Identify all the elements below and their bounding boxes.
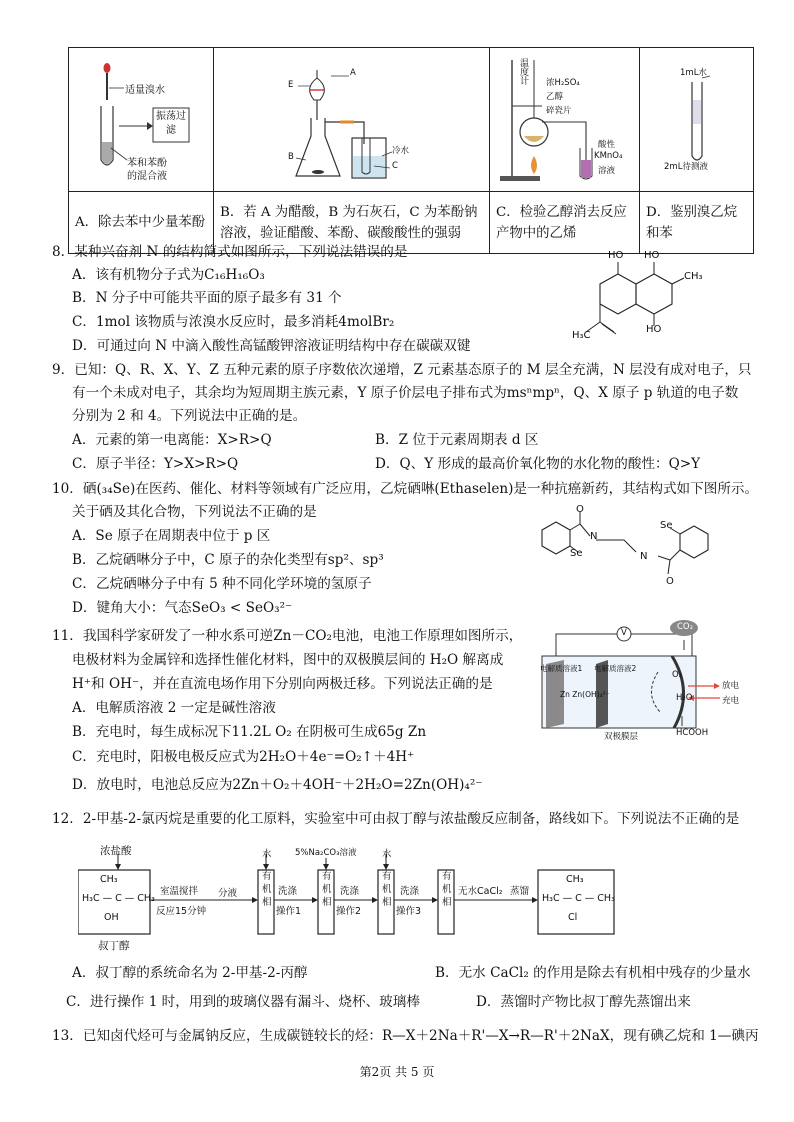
q7-option-d: D．鉴别溴乙烷和苯 [640, 192, 754, 254]
flow-na2co3: 5%Na₂CO₃溶液 [295, 848, 357, 858]
flow-product-cl: Cl [568, 912, 578, 923]
label-B: B [288, 152, 294, 162]
q8-label-oh1: HO [608, 250, 624, 261]
q11-o2-label: O₂ [672, 670, 683, 680]
page-footer: 第2页 共 5 页 [359, 1065, 435, 1079]
q7-figure-b [214, 48, 490, 192]
q9-line-1: 9．已知：Q、R、X、Y、Z 五种元素的原子序数依次递增，Z 元素基态原子的 M 层全充满，N 层没有成对电子，只 [52, 362, 752, 378]
q11-line-2: 电极材料为金属锌和选择性催化材料，图中的双极膜层间的 H₂O 解离成 [72, 652, 504, 668]
chips-label: 碎瓷片 [546, 106, 572, 116]
q11-battery-figure [534, 616, 744, 746]
water-label: 1mL水 [680, 68, 707, 78]
flow-organic-1: 有机相 [262, 871, 272, 908]
q10-label-n1: N [590, 531, 598, 542]
flow-tbuoh-name: 叔丁醇 [98, 940, 130, 952]
q11-hcooh-label: HCOOH [676, 728, 709, 738]
q11-option-a: A．电解质溶液 2 一定是碱性溶液 [72, 700, 276, 716]
q9-option-b: B．Z 位于元素周期表 d 区 [375, 432, 539, 448]
q11-electrolyte-1: 电解质溶液1 [540, 664, 583, 673]
q11-h2o-label: H₂O [676, 693, 693, 703]
flow-op-1: 操作1 [276, 906, 302, 917]
label-C: C [392, 161, 398, 171]
q12-stem: 12．2-甲基-2-氯丙烷是重要的化工原料，实验室中可由叔丁醇与浓盐酸反应制备，路线如下。下列说法不正确的是 [52, 811, 740, 827]
flow-product-ch3: CH₃ [566, 874, 584, 885]
operation-label: 振荡过滤 [156, 111, 186, 136]
q10-option-d: D．键角大小：气态SeO₃ < SeO₃²⁻ [72, 600, 293, 616]
q7-table [68, 47, 754, 254]
q10-line-2: 关于硒及其化合物，下列说法不正确的是 [72, 504, 317, 520]
q12-option-b: B．无水 CaCl₂ 的作用是除去有机相中残存的少量水 [435, 965, 751, 981]
q10-option-c: C．乙烷硒啉分子中有 5 种不同化学环境的氢原子 [72, 576, 372, 592]
q10-ethaselen-structure [520, 500, 720, 592]
flow-hcl-label: 浓盐酸 [100, 845, 132, 857]
q8-label-oh2: HO [644, 250, 660, 261]
q12-option-c: C．进行操作 1 时，用到的玻璃仪器有漏斗、烧杯、玻璃棒 [66, 994, 420, 1010]
q7-option-c: C．检验乙醇消去反应产物中的乙烯 [490, 192, 640, 254]
q10-option-a: A．Se 原子在周期表中位于 p 区 [72, 528, 271, 544]
mixture-label-2: 的混合液 [127, 171, 167, 182]
q7-figure-a [69, 48, 214, 192]
q7-option-a: A．除去苯中少量苯酚 [69, 192, 214, 254]
flow-op-2: 操作2 [336, 906, 362, 917]
q11-zn-label: Zn Zn(OH)₄²⁻ [560, 690, 610, 699]
flow-organic-2: 有机相 [322, 871, 332, 908]
flow-cond-2: 反应15分钟 [156, 906, 207, 917]
flow-tbuoh: H₃C — C — CH₃ [82, 893, 155, 904]
flow-cacl2: 无水CaCl₂ [458, 886, 503, 897]
flow-organic-3: 有机相 [382, 871, 392, 908]
q9-option-a: A．元素的第一电离能：X>R>Q [72, 432, 272, 448]
q9-option-d: D．Q、Y 形成的最高价氧化物的水化物的酸性：Q>Y [375, 456, 701, 472]
q11-charge-label: 充电 [722, 696, 740, 706]
q10-label-se2: Se [660, 520, 673, 531]
flow-water-1: 水 [262, 849, 272, 860]
q11-membrane-label: 双极膜层 [604, 732, 639, 742]
q7-option-b: B．若 A 为醋酸，B 为石灰石，C 为苯酚钠溶液，验证醋酸、苯酚、碳酸酸性的强弱 [214, 192, 490, 254]
acid-label: 浓H₂SO₄ [546, 78, 580, 88]
flow-organic-4: 有机相 [442, 871, 452, 908]
flow-ch3-top: CH₃ [100, 874, 118, 885]
q10-label-o2: O [666, 576, 674, 587]
q8-option-b: B．N 分子中可能共平面的原子最多有 31 个 [72, 290, 342, 306]
flow-separate: 分液 [218, 888, 238, 899]
q9-line-3: 分别为 2 和 4。下列说法中正确的是。 [72, 408, 307, 424]
q8-label-oh3: HO [646, 324, 662, 335]
cold-water-label: 冷水 [392, 146, 410, 156]
label-E: E [288, 80, 294, 90]
q11-voltmeter-label: V [621, 628, 627, 638]
q11-line-3: H⁺和 OH⁻，并在直流电场作用下分别向两极迁移。下列说法正确的是 [72, 676, 493, 692]
label-A: A [350, 68, 356, 78]
q12-option-a: A．叔丁醇的系统命名为 2-甲基-2-丙醇 [72, 965, 308, 981]
flow-water-2: 水 [382, 849, 392, 860]
ethanol-label: 乙醇 [546, 92, 564, 102]
q8-option-c: C．1mol 该物质与浓溴水反应时，最多消耗4molBr₂ [72, 314, 395, 330]
flow-op-3: 操作3 [396, 906, 422, 917]
flow-wash-3: 洗涤 [400, 886, 420, 897]
q13-line-1: 13．已知卤代烃可与金属钠反应，生成碳链较长的烃：R—X＋2Na＋R'—X→R—R'＋2NaX，现有碘乙烷和 1—碘丙 [52, 1028, 759, 1044]
flow-product: H₃C — C — CH₃ [542, 893, 615, 904]
q11-discharge-label: 放电 [722, 681, 740, 691]
kmno4-label-1: 酸性 [598, 140, 616, 150]
ethylene-apparatus-figure [490, 48, 640, 191]
q10-line-1: 10．硒(₃₄Se)在医药、催化、材料等领域有广泛应用，乙烷硒啉(Ethaselen)是一种抗癌新药，其结构式如下图所示。 [52, 481, 759, 497]
reagent-label: 适量溴水 [125, 85, 165, 96]
sample-label: 2mL待测液 [664, 162, 708, 172]
mixture-label-1: 苯和苯酚 [127, 158, 167, 169]
q12-option-d: D．蒸馏时产物比叔丁醇先蒸馏出来 [476, 994, 691, 1010]
q8-stem: 8．某种兴奋剂 N 的结构简式如图所示，下列说法错误的是 [52, 244, 408, 260]
kmno4-label-2: KMnO₄ [594, 151, 623, 161]
kmno4-label-3: 溶液 [598, 166, 616, 176]
q8-label-ch3: CH₃ [684, 271, 703, 282]
flow-wash-1: 洗涤 [278, 886, 298, 897]
q10-option-b: B．乙烷硒啉分子中，C 原子的杂化类型有sp²、sp³ [72, 552, 384, 568]
q11-option-c: C．充电时，阳极电极反应式为2H₂O＋4e⁻=O₂↑＋4H⁺ [72, 749, 415, 765]
q11-option-d: D．放电时，电池总反应为2Zn＋O₂＋4OH⁻＋2H₂O=2Zn(OH)₄²⁻ [72, 777, 483, 793]
flow-distill: 蒸馏 [510, 886, 530, 897]
q10-label-se1: Se [570, 548, 583, 559]
q7-figure-c [490, 48, 640, 192]
q10-label-n2: N [640, 551, 648, 562]
q11-option-b: B．充电时，每生成标况下11.2L O₂ 在阴极可生成65g Zn [72, 724, 427, 740]
q8-option-d: D．可通过向 N 中滴入酸性高锰酸钾溶液证明结构中存在碳碳双键 [72, 338, 471, 354]
q8-option-a: A．该有机物分子式为C₁₆H₁₆O₃ [72, 267, 265, 283]
q9-option-c: C．原子半径：Y>X>R>Q [72, 456, 239, 472]
q11-electrolyte-2: 电解质溶液2 [594, 664, 637, 673]
q7-figure-d [640, 48, 754, 192]
q10-label-o1: O [576, 504, 584, 515]
q11-co2-label: CO₂ [677, 622, 694, 632]
q8-label-h3c: H₃C [572, 330, 591, 341]
q9-line-2: 有一个未成对电子，其余均为短周期主族元素，Y 原子价层电子排布式为msⁿmpⁿ，Q、X 原子 p 轨道的电子数 [72, 385, 739, 401]
flow-wash-2: 洗涤 [340, 886, 360, 897]
flow-oh: OH [104, 912, 119, 923]
q11-line-1: 11．我国科学家研发了一种水系可逆Zn－CO₂电池，电池工作原理如图所示， [52, 628, 523, 644]
thermometer-label: 温度计 [518, 58, 528, 85]
flow-cond-1: 室温搅拌 [160, 886, 199, 897]
